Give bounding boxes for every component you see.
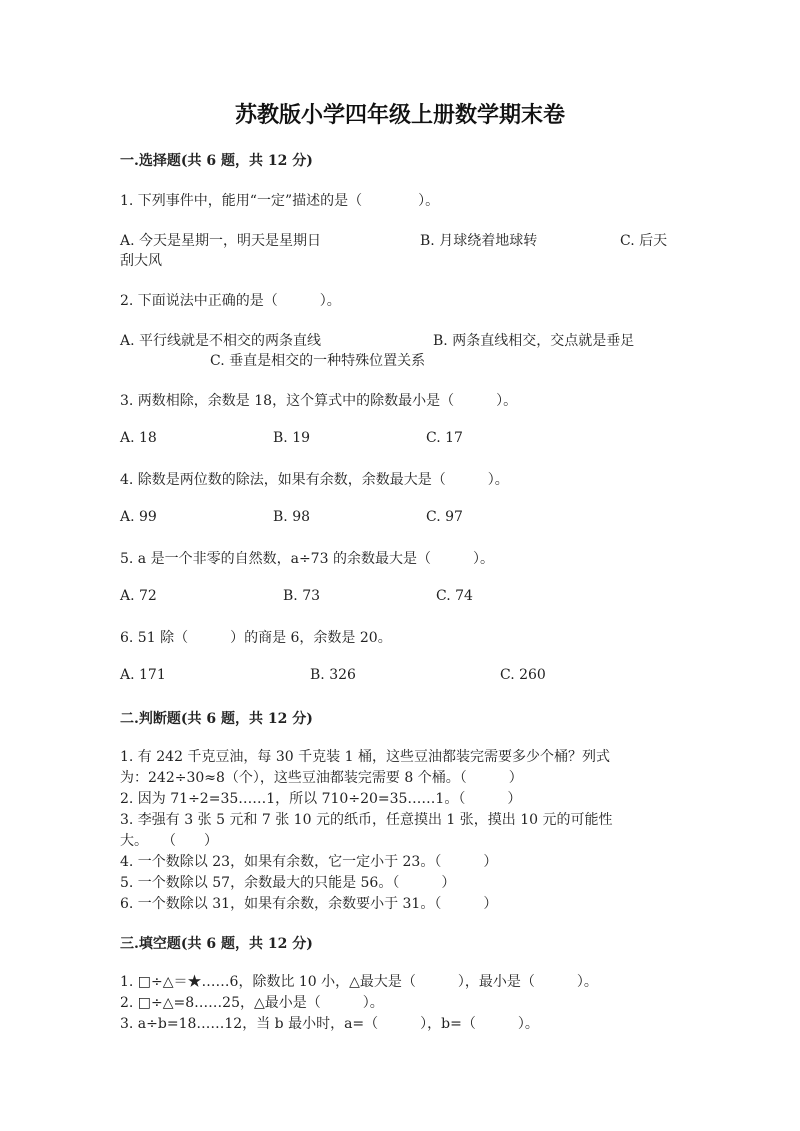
question-text: 5. a 是一个非零的自然数，a÷73 的余数最大是（ ）。 bbox=[120, 551, 494, 567]
section-title-fill: 三.填空题(共 6 题，共 12 分) bbox=[120, 936, 313, 952]
judge-line: 1. 有 242 千克豆油，每 30 千克装 1 桶，这些豆油都装完需要多少个桶？列式 bbox=[120, 749, 610, 765]
option-a: A. 平行线就是不相交的两条直线 bbox=[120, 333, 322, 349]
option-c: C. 后天 bbox=[620, 233, 668, 249]
question-text: 6. 51 除（ ）的商是 6，余数是 20。 bbox=[120, 630, 392, 646]
question-text: 1. 下列事件中，能用“一定”描述的是（ ）。 bbox=[120, 193, 440, 209]
fill-line: 1. □÷△＝★……6，除数比 10 小，△最大是（ ），最小是（ ）。 bbox=[120, 974, 598, 990]
option-a: A. 18 bbox=[120, 430, 157, 446]
option-b: B. 两条直线相交，交点就是垂足 bbox=[433, 333, 635, 349]
option-b: B. 326 bbox=[310, 667, 356, 683]
fill-line: 3. a÷b=18……12，当 b 最小时，a=（ ），b=（ ）。 bbox=[120, 1016, 539, 1032]
option-a: A. 今天是星期一，明天是星期日 bbox=[120, 233, 322, 249]
question-text: 3. 两数相除，余数是 18，这个算式中的除数最小是（ ）。 bbox=[120, 393, 518, 409]
question-text: 2. 下面说法中正确的是（ ）。 bbox=[120, 293, 341, 309]
option-c: C. 垂直是相交的一种特殊位置关系 bbox=[210, 353, 426, 369]
judge-line: 为：242÷30≈8（个），这些豆油都装完需要 8 个桶。（ ） bbox=[120, 770, 523, 786]
option-c: C. 74 bbox=[436, 588, 473, 604]
judge-line: 4. 一个数除以 23，如果有余数，它一定小于 23。（ ） bbox=[120, 854, 498, 870]
option-a: A. 72 bbox=[120, 588, 157, 604]
judge-line: 6. 一个数除以 31，如果有余数，余数要小于 31。（ ） bbox=[120, 896, 498, 912]
option-b: B. 73 bbox=[283, 588, 321, 604]
option-c: C. 260 bbox=[500, 667, 546, 683]
option-a: A. 99 bbox=[120, 509, 157, 525]
page-title: 苏教版小学四年级上册数学期末卷 bbox=[234, 102, 565, 128]
judge-line: 2. 因为 71÷2=35……1，所以 710÷20=35……1。（ ） bbox=[120, 791, 522, 807]
option-b: B. 月球绕着地球转 bbox=[420, 233, 538, 249]
option-c-continued: 刮大风 bbox=[120, 253, 162, 269]
fill-line: 2. □÷△=8……25，△最小是（ ）。 bbox=[120, 995, 384, 1011]
option-b: B. 98 bbox=[273, 509, 311, 525]
judge-line: 3. 李强有 3 张 5 元和 7 张 10 元的纸币，任意摸出 1 张，摸出 10 元的可能性 bbox=[120, 812, 613, 828]
option-a: A. 171 bbox=[120, 667, 166, 683]
option-c: C. 17 bbox=[426, 430, 463, 446]
section-title-choice: 一.选择题(共 6 题，共 12 分) bbox=[120, 153, 313, 169]
judge-line: 大。 （ ） bbox=[120, 833, 218, 849]
question-text: 4. 除数是两位数的除法，如果有余数，余数最大是（ ）。 bbox=[120, 472, 509, 488]
option-b: B. 19 bbox=[273, 430, 311, 446]
option-c: C. 97 bbox=[426, 509, 463, 525]
judge-line: 5. 一个数除以 57，余数最大的只能是 56。（ ） bbox=[120, 875, 456, 891]
section-title-judge: 二.判断题(共 6 题，共 12 分) bbox=[120, 711, 313, 727]
